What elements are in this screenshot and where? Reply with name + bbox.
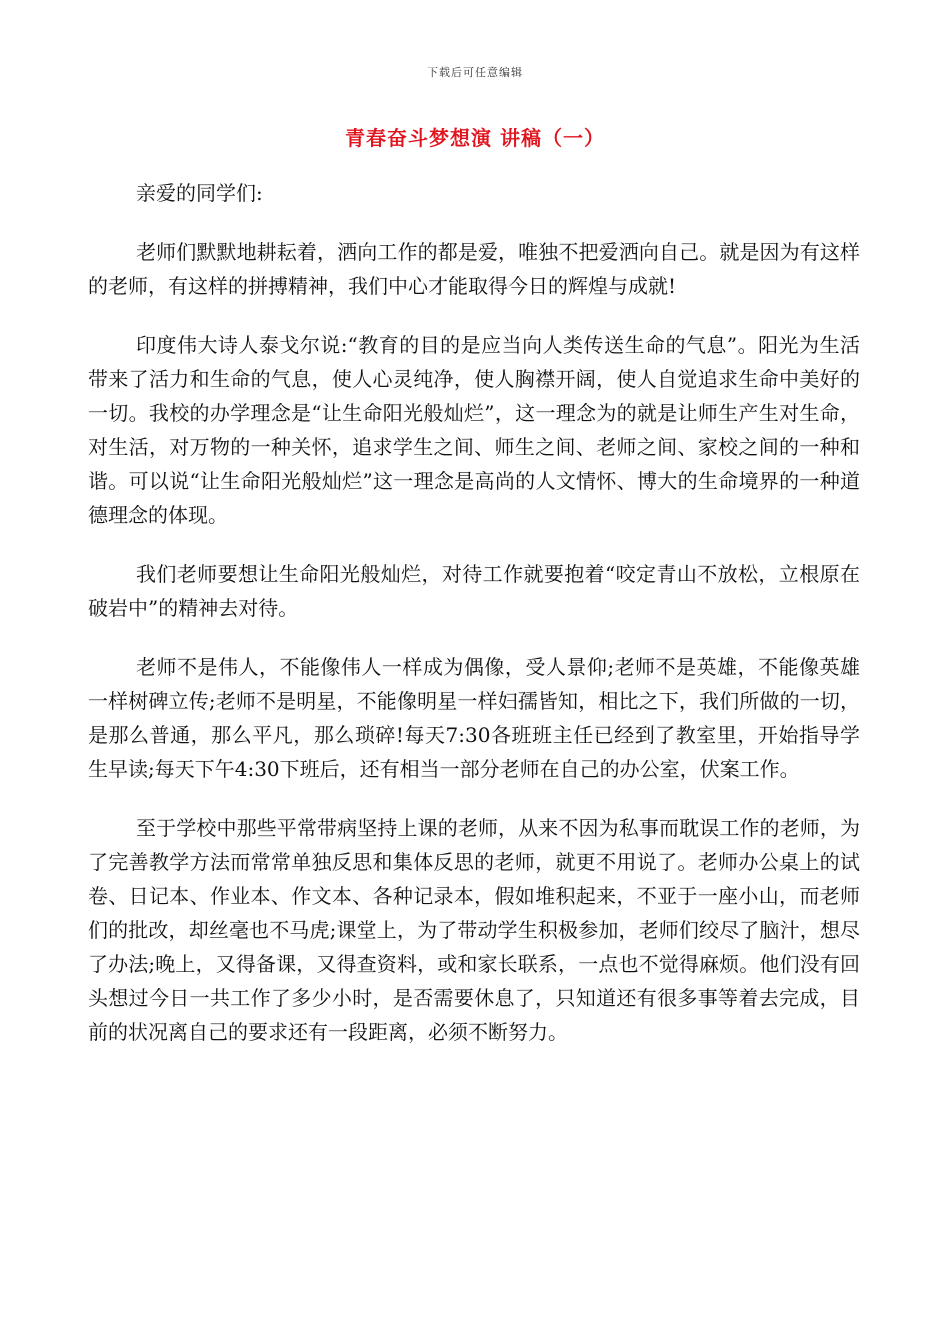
- body-paragraph: 印度伟大诗人泰戈尔说:“教育的目的是应当向人类传送生命的气息”。阳光为生活带来了活力和生命的气息，使人心灵纯净，使人胸襟开阔，使人自觉追求生命中美好的一切。我校的办学理念是“让生命阳光般灿烂”，这一理念为的就是让师生产生对生命，对生活，对万物的一种关怀，追求学生之间、师生之间、老师之间、家校之间的一种和谐。可以说“让生命阳光般灿烂”这一理念是高尚的人文情怀、博大的生命境界的一种道德理念的体现。: [88, 333, 860, 527]
- document-title: 青春奋斗梦想演 讲稿（一）: [345, 126, 605, 150]
- header-note: 下载后可任意编辑: [427, 66, 523, 79]
- document-body: [88, 176, 860, 1074]
- body-paragraph: 老师不是伟人，不能像伟人一样成为偶像，受人景仰;老师不是英雄，不能像英雄一样树碑立传;老师不是明星，不能像明星一样妇孺皆知，相比之下，我们所做的一切，是那么普通，那么平凡，那么琐碎!每天7:30各班班主任已经到了教室里，开始指导学生早读;每天下午4:30下班后，还有相当一部分老师在自己的办公室，伏案工作。: [88, 655, 860, 781]
- body-paragraph: 我们老师要想让生命阳光般灿烂，对待工作就要抱着“咬定青山不放松，立根原在破岩中”的精神去对待。: [88, 562, 860, 620]
- body-paragraph: 老师们默默地耕耘着，洒向工作的都是爱，唯独不把爱洒向自己。就是因为有这样的老师，有这样的拼搏精神，我们中心才能取得今日的辉煌与成就!: [88, 240, 860, 298]
- body-paragraph: 至于学校中那些平常带病坚持上课的老师，从来不因为私事而耽误工作的老师，为了完善教学方法而常常单独反思和集体反思的老师，就更不用说了。老师办公桌上的试卷、日记本、作业本、作文本、各种记录本，假如堆积起来，不亚于一座小山，而老师们的批改，却丝毫也不马虎;课堂上，为了带动学生积极参加，老师们绞尽了脑汁，想尽了办法;晚上，又得备课，又得查资料，或和家长联系，一点也不觉得麻烦。他们没有回头想过今日一共工作了多少小时，是否需要休息了，只知道还有很多事等着去完成，目前的状况离自己的要求还有一段距离，必须不断努力。: [88, 816, 860, 1044]
- greeting-paragraph: 亲爱的同学们:: [136, 181, 263, 205]
